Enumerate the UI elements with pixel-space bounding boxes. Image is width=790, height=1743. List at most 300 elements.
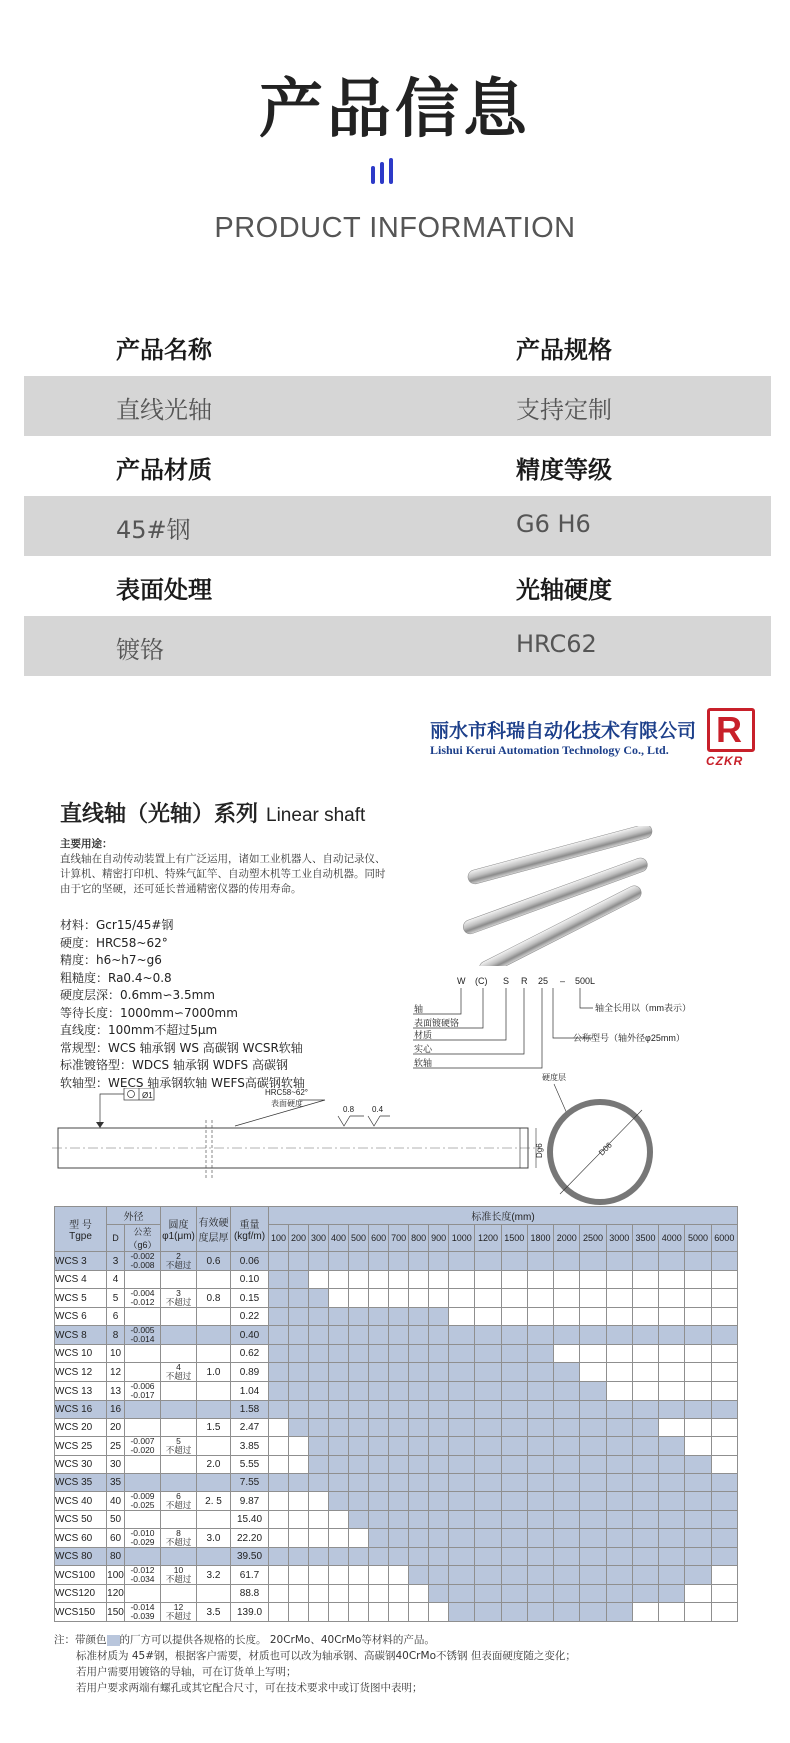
cell-tol [125, 1401, 161, 1419]
availability-cell [606, 1382, 632, 1401]
table-row [55, 1511, 738, 1529]
cell-depth [197, 1345, 231, 1363]
code-part: W [457, 976, 466, 986]
availability-cell [711, 1603, 737, 1622]
availability-cell [501, 1529, 527, 1548]
availability-cell [659, 1419, 685, 1437]
availability-cell [580, 1345, 606, 1363]
availability-cell [527, 1566, 553, 1585]
availability-cell [409, 1511, 429, 1529]
cell-d: 5 [107, 1289, 125, 1308]
availability-cell [475, 1363, 501, 1382]
availability-cell [501, 1548, 527, 1566]
availability-cell [389, 1603, 409, 1622]
availability-cell [289, 1548, 309, 1566]
availability-cell [429, 1271, 449, 1289]
availability-cell [429, 1566, 449, 1585]
cell-depth: 2. 5 [197, 1492, 231, 1511]
cell-tol [125, 1456, 161, 1474]
availability-cell [269, 1511, 289, 1529]
availability-cell [475, 1289, 501, 1308]
availability-cell [409, 1401, 429, 1419]
usage-label: 主要用途： [60, 838, 113, 850]
availability-cell [329, 1289, 349, 1308]
length-header: 1800 [527, 1225, 553, 1252]
cell-depth [197, 1382, 231, 1401]
availability-cell [501, 1401, 527, 1419]
availability-cell [659, 1566, 685, 1585]
availability-cell [632, 1603, 658, 1622]
availability-cell [475, 1437, 501, 1456]
cell-depth [197, 1271, 231, 1289]
availability-cell [389, 1382, 409, 1401]
info-value: 直线光轴 [116, 396, 212, 424]
table-row [55, 1474, 738, 1492]
availability-cell [632, 1326, 658, 1345]
availability-cell [349, 1603, 369, 1622]
availability-cell [659, 1326, 685, 1345]
availability-cell [606, 1419, 632, 1437]
availability-cell [527, 1474, 553, 1492]
availability-cell [429, 1437, 449, 1456]
availability-cell [269, 1252, 289, 1271]
note-text: 的厂方可以提供各规格的长度。 20CrMo、40CrMo等材料的产品。 [119, 1634, 435, 1646]
availability-cell [289, 1271, 309, 1289]
availability-cell [289, 1456, 309, 1474]
availability-cell [606, 1492, 632, 1511]
company-name-en: Lishui Kerui Automation Technology Co., Ltd. [430, 743, 669, 757]
cell-w: 0.15 [231, 1289, 269, 1308]
availability-cell [269, 1492, 289, 1511]
code-label: 实心 [414, 1044, 433, 1054]
availability-cell [685, 1585, 711, 1603]
availability-cell [289, 1326, 309, 1345]
availability-cell [685, 1419, 711, 1437]
cell-round: 2 不超过 [161, 1252, 197, 1271]
table-row [55, 1308, 738, 1326]
cell-type: WCS 30 [55, 1456, 107, 1474]
availability-cell [580, 1382, 606, 1401]
availability-cell [369, 1456, 389, 1474]
shaft-rods-image [448, 826, 668, 966]
availability-cell [329, 1437, 349, 1456]
availability-cell [580, 1437, 606, 1456]
table-row [55, 1363, 738, 1382]
availability-cell [409, 1271, 429, 1289]
availability-cell [501, 1382, 527, 1401]
info-row-value [24, 376, 771, 436]
availability-cell [685, 1566, 711, 1585]
availability-cell [554, 1585, 580, 1603]
availability-cell [554, 1382, 580, 1401]
availability-cell [329, 1382, 349, 1401]
info-row-value [24, 496, 771, 556]
info-row-header [24, 556, 771, 616]
availability-cell [409, 1419, 429, 1437]
cell-tol: -0.004 -0.012 [125, 1289, 161, 1308]
cell-depth: 3.2 [197, 1566, 231, 1585]
availability-cell [289, 1437, 309, 1456]
availability-cell [389, 1585, 409, 1603]
availability-cell [349, 1492, 369, 1511]
availability-cell [289, 1585, 309, 1603]
availability-cell [409, 1252, 429, 1271]
availability-cell [429, 1511, 449, 1529]
availability-cell [289, 1308, 309, 1326]
cell-type: WCS 35 [55, 1474, 107, 1492]
note-text: 注：带颜色 [54, 1634, 107, 1646]
spec-item: 硬度层深：0.6mm∽3.5mm [60, 988, 215, 1002]
availability-cell [309, 1566, 329, 1585]
info-value: 支持定制 [516, 396, 612, 424]
table-row [55, 1345, 738, 1363]
cell-w: 5.55 [231, 1456, 269, 1474]
availability-cell [711, 1529, 737, 1548]
availability-cell [475, 1308, 501, 1326]
table-row [55, 1456, 738, 1474]
availability-cell [632, 1271, 658, 1289]
availability-cell [606, 1566, 632, 1585]
length-header: 400 [329, 1225, 349, 1252]
availability-cell [659, 1345, 685, 1363]
cell-type: WCS 50 [55, 1511, 107, 1529]
availability-cell [632, 1566, 658, 1585]
cell-d: 20 [107, 1419, 125, 1437]
availability-cell [606, 1289, 632, 1308]
cell-tol [125, 1363, 161, 1382]
length-header: 6000 [711, 1225, 737, 1252]
availability-cell [527, 1271, 553, 1289]
availability-cell [659, 1252, 685, 1271]
cell-d: 60 [107, 1529, 125, 1548]
availability-cell [606, 1437, 632, 1456]
availability-cell [580, 1585, 606, 1603]
cell-round [161, 1345, 197, 1363]
page-title: 产品信息 [259, 73, 531, 147]
availability-cell [632, 1511, 658, 1529]
availability-cell [475, 1492, 501, 1511]
availability-cell [429, 1474, 449, 1492]
availability-cell [711, 1566, 737, 1585]
availability-cell [289, 1382, 309, 1401]
cell-w: 1.58 [231, 1401, 269, 1419]
availability-cell [309, 1437, 329, 1456]
availability-cell [369, 1603, 389, 1622]
length-header: 4000 [659, 1225, 685, 1252]
availability-cell [659, 1529, 685, 1548]
cell-round: 6 不超过 [161, 1492, 197, 1511]
availability-cell [685, 1437, 711, 1456]
availability-cell [349, 1326, 369, 1345]
availability-cell [501, 1289, 527, 1308]
availability-cell [606, 1363, 632, 1382]
availability-cell [449, 1289, 475, 1308]
code-part: (C) [475, 976, 488, 986]
product-info-table [24, 316, 771, 676]
code-part: – [560, 976, 566, 986]
availability-cell [309, 1474, 329, 1492]
availability-cell [475, 1603, 501, 1622]
availability-cell [409, 1437, 429, 1456]
availability-cell [449, 1271, 475, 1289]
table-row [55, 1252, 738, 1271]
cell-round [161, 1474, 197, 1492]
cell-d: 35 [107, 1474, 125, 1492]
availability-cell [449, 1603, 475, 1622]
availability-cell [429, 1326, 449, 1345]
code-part: S [503, 976, 510, 986]
availability-cell [580, 1419, 606, 1437]
availability-cell [580, 1548, 606, 1566]
availability-cell [309, 1419, 329, 1437]
cell-tol: -0.010 -0.029 [125, 1529, 161, 1548]
cell-round [161, 1585, 197, 1603]
availability-cell [685, 1363, 711, 1382]
availability-cell [289, 1401, 309, 1419]
title-decoration [371, 158, 399, 184]
availability-cell [685, 1308, 711, 1326]
availability-cell [449, 1585, 475, 1603]
cell-depth: 2.0 [197, 1456, 231, 1474]
code-label: 轴 [414, 1004, 424, 1014]
availability-cell [389, 1492, 409, 1511]
cell-d: 6 [107, 1308, 125, 1326]
availability-cell [659, 1474, 685, 1492]
availability-cell [501, 1474, 527, 1492]
availability-cell [527, 1585, 553, 1603]
availability-cell [685, 1474, 711, 1492]
cell-w: 0.10 [231, 1271, 269, 1289]
availability-cell [449, 1382, 475, 1401]
availability-cell [369, 1401, 389, 1419]
col-d: D [107, 1225, 125, 1252]
cell-tol: -0.005 -0.014 [125, 1326, 161, 1345]
availability-cell [527, 1401, 553, 1419]
availability-cell [449, 1326, 475, 1345]
availability-cell [475, 1345, 501, 1363]
availability-cell [606, 1511, 632, 1529]
availability-cell [685, 1271, 711, 1289]
cell-type: WCS150 [55, 1603, 107, 1622]
availability-cell [632, 1492, 658, 1511]
availability-cell [389, 1326, 409, 1345]
col-weight: 重量(kgf/m) [231, 1207, 269, 1252]
availability-cell [632, 1419, 658, 1437]
cell-depth [197, 1308, 231, 1326]
cell-d: 30 [107, 1456, 125, 1474]
availability-cell [606, 1345, 632, 1363]
company-name-cn: 丽水市科瑞自动化技术有限公司 [430, 720, 697, 742]
cell-tol [125, 1345, 161, 1363]
availability-cell [659, 1492, 685, 1511]
length-header: 700 [389, 1225, 409, 1252]
availability-cell [685, 1382, 711, 1401]
cell-w: 139.0 [231, 1603, 269, 1622]
col-type [55, 1207, 107, 1252]
availability-cell [554, 1419, 580, 1437]
availability-cell [449, 1492, 475, 1511]
cell-tol [125, 1474, 161, 1492]
availability-cell [309, 1585, 329, 1603]
cell-round: 5 不超过 [161, 1437, 197, 1456]
availability-cell [554, 1289, 580, 1308]
availability-cell [659, 1456, 685, 1474]
availability-cell [685, 1326, 711, 1345]
cell-d: 8 [107, 1326, 125, 1345]
table-row [55, 1585, 738, 1603]
availability-cell [685, 1492, 711, 1511]
availability-cell [369, 1252, 389, 1271]
table-row [55, 1382, 738, 1401]
availability-cell [269, 1585, 289, 1603]
length-header: 3500 [632, 1225, 658, 1252]
availability-cell [429, 1345, 449, 1363]
availability-cell [329, 1419, 349, 1437]
availability-cell [580, 1252, 606, 1271]
availability-cell [289, 1289, 309, 1308]
availability-cell [685, 1289, 711, 1308]
availability-cell [289, 1492, 309, 1511]
table-row [55, 1326, 738, 1345]
cell-d: 150 [107, 1603, 125, 1622]
notes [54, 1632, 576, 1696]
cell-depth: 0.8 [197, 1289, 231, 1308]
info-row-header [24, 316, 771, 376]
availability-cell [409, 1492, 429, 1511]
code-label: 表面镀硬铬 [414, 1018, 460, 1028]
cell-d: 120 [107, 1585, 125, 1603]
cell-type: WCS 16 [55, 1401, 107, 1419]
availability-cell [409, 1308, 429, 1326]
availability-cell [711, 1492, 737, 1511]
availability-cell [606, 1252, 632, 1271]
cell-round: 12 不超过 [161, 1603, 197, 1622]
availability-cell [269, 1456, 289, 1474]
catalog-title [60, 797, 365, 828]
availability-cell [369, 1492, 389, 1511]
availability-cell [289, 1511, 309, 1529]
availability-cell [429, 1548, 449, 1566]
cell-type: WCS 13 [55, 1382, 107, 1401]
availability-cell [711, 1289, 737, 1308]
availability-cell [580, 1456, 606, 1474]
availability-cell [409, 1548, 429, 1566]
cell-round [161, 1326, 197, 1345]
cell-d: 80 [107, 1548, 125, 1566]
logo-letter: R [716, 709, 742, 750]
availability-cell [329, 1456, 349, 1474]
availability-cell [606, 1401, 632, 1419]
availability-cell [329, 1566, 349, 1585]
availability-cell [685, 1401, 711, 1419]
availability-cell [580, 1529, 606, 1548]
cell-round: 3 不超过 [161, 1289, 197, 1308]
cell-type: WCS 12 [55, 1363, 107, 1382]
availability-cell [554, 1271, 580, 1289]
availability-cell [501, 1492, 527, 1511]
availability-cell [475, 1326, 501, 1345]
availability-cell [289, 1252, 309, 1271]
cell-round: 8 不超过 [161, 1529, 197, 1548]
availability-cell [632, 1548, 658, 1566]
table-row [55, 1566, 738, 1585]
cell-d: 100 [107, 1566, 125, 1585]
usage-body: 直线轴在自动传动装置上有广泛运用，诸如工业机器人、自动记录仪、计算机、精密打印机、特殊气缸竿、自动塑木机等工业自动机器。同时由于它的坚硬，还可延长普通精密仪器的传用寿命。 [60, 853, 386, 895]
availability-cell [711, 1548, 737, 1566]
availability-cell [429, 1419, 449, 1437]
note-text: 标准材质为 45#钢，根据客户需要，材质也可以改为轴承钢、高碳钢40CrMo不锈钢 但表面硬度随之变化； [76, 1650, 576, 1662]
cell-w: 22.20 [231, 1529, 269, 1548]
availability-cell [389, 1529, 409, 1548]
availability-cell [475, 1585, 501, 1603]
table-row [55, 1548, 738, 1566]
availability-cell [449, 1437, 475, 1456]
code-right-label: 轴全长用以（mm表示） [595, 1003, 691, 1013]
info-label: 产品名称 [116, 336, 212, 364]
availability-cell [606, 1271, 632, 1289]
availability-cell [269, 1401, 289, 1419]
availability-cell [309, 1308, 329, 1326]
company-logo [707, 708, 755, 752]
availability-cell [369, 1345, 389, 1363]
info-row-header [24, 436, 771, 496]
availability-cell [632, 1529, 658, 1548]
availability-cell [329, 1326, 349, 1345]
hrc-label: HRC58~62° [265, 1088, 308, 1097]
availability-cell [711, 1419, 737, 1437]
availability-cell [269, 1529, 289, 1548]
availability-cell [389, 1419, 409, 1437]
availability-cell [409, 1289, 429, 1308]
availability-cell [269, 1474, 289, 1492]
availability-cell [711, 1308, 737, 1326]
availability-cell [449, 1419, 475, 1437]
availability-cell [329, 1308, 349, 1326]
availability-cell [685, 1511, 711, 1529]
availability-cell [580, 1271, 606, 1289]
availability-cell [527, 1308, 553, 1326]
cell-w: 0.89 [231, 1363, 269, 1382]
cell-depth [197, 1326, 231, 1345]
cell-w: 1.04 [231, 1382, 269, 1401]
cell-w: 9.87 [231, 1492, 269, 1511]
availability-cell [475, 1529, 501, 1548]
catalog-title-cn: 直线轴（光轴）系列 [60, 802, 259, 827]
availability-cell [606, 1474, 632, 1492]
availability-cell [349, 1401, 369, 1419]
availability-cell [606, 1548, 632, 1566]
cell-tol: -0.002 -0.008 [125, 1252, 161, 1271]
availability-cell [685, 1529, 711, 1548]
availability-cell [501, 1345, 527, 1363]
availability-cell [269, 1289, 289, 1308]
cell-tol [125, 1419, 161, 1437]
ra-label: 0.8 [343, 1105, 355, 1114]
availability-cell [329, 1511, 349, 1529]
availability-cell [580, 1511, 606, 1529]
table-row [55, 1437, 738, 1456]
availability-cell [501, 1566, 527, 1585]
availability-cell [309, 1271, 329, 1289]
availability-cell [632, 1289, 658, 1308]
availability-cell [475, 1566, 501, 1585]
availability-cell [269, 1271, 289, 1289]
cell-tol: -0.012 -0.034 [125, 1566, 161, 1585]
code-part: 500L [575, 976, 596, 986]
cell-depth [197, 1401, 231, 1419]
info-label: 产品规格 [516, 336, 612, 364]
availability-cell [269, 1363, 289, 1382]
